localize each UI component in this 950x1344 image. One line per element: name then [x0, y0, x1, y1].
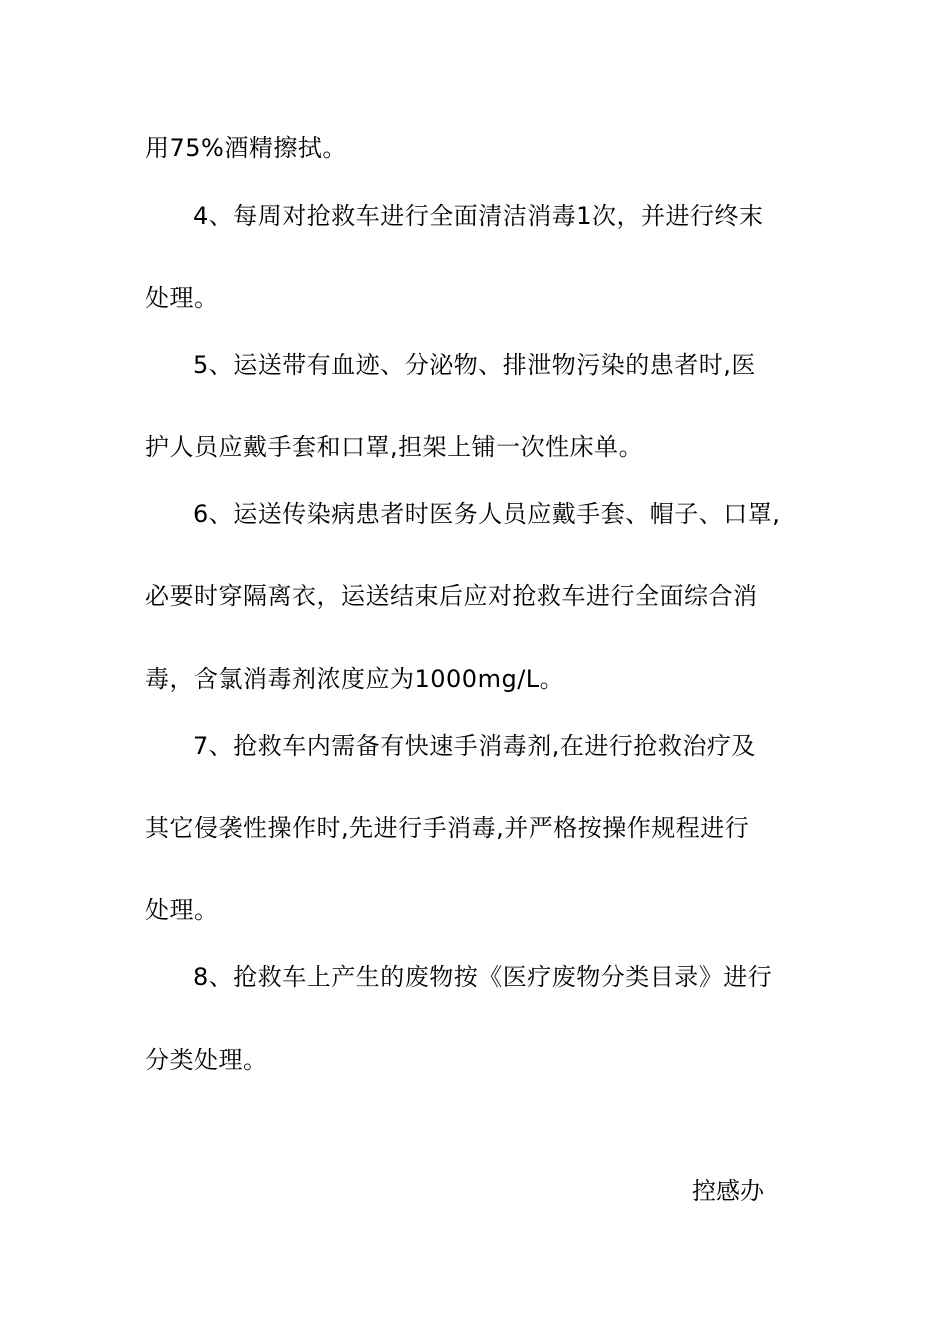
item-4-line-2: 处理。 [145, 284, 219, 312]
item-7-line-2: 其它侵袭性操作时,先进行手消毒,并严格按操作规程进行 [145, 814, 750, 842]
item-6-line-3: 毒，含氯消毒剂浓度应为1000mg/L。 [145, 665, 565, 693]
item-5-line-2: 护人员应戴手套和口罩,担架上铺一次性床单。 [145, 433, 644, 461]
item-6-line-2: 必要时穿隔离衣，运送结束后应对抢救车进行全面综合消 [145, 582, 758, 610]
text-line-1: 用75%酒精擦拭。 [145, 134, 347, 162]
item-7-line-1: 7、抢救车内需备有快速手消毒剂,在进行抢救治疗及 [193, 732, 756, 760]
item-7-line-3: 处理。 [145, 896, 219, 924]
item-4-line-1: 4、每周对抢救车进行全面清洁消毒1次，并进行终末 [193, 202, 764, 230]
item-6-line-1: 6、运送传染病患者时医务人员应戴手套、帽子、口罩, [193, 500, 781, 528]
signature-department: 控感办 [692, 1177, 764, 1205]
item-5-line-1: 5、运送带有血迹、分泌物、排泄物污染的患者时,医 [193, 351, 756, 379]
item-8-line-1: 8、抢救车上产生的废物按《医疗废物分类目录》进行 [193, 963, 773, 991]
item-8-line-2: 分类处理。 [145, 1046, 268, 1074]
